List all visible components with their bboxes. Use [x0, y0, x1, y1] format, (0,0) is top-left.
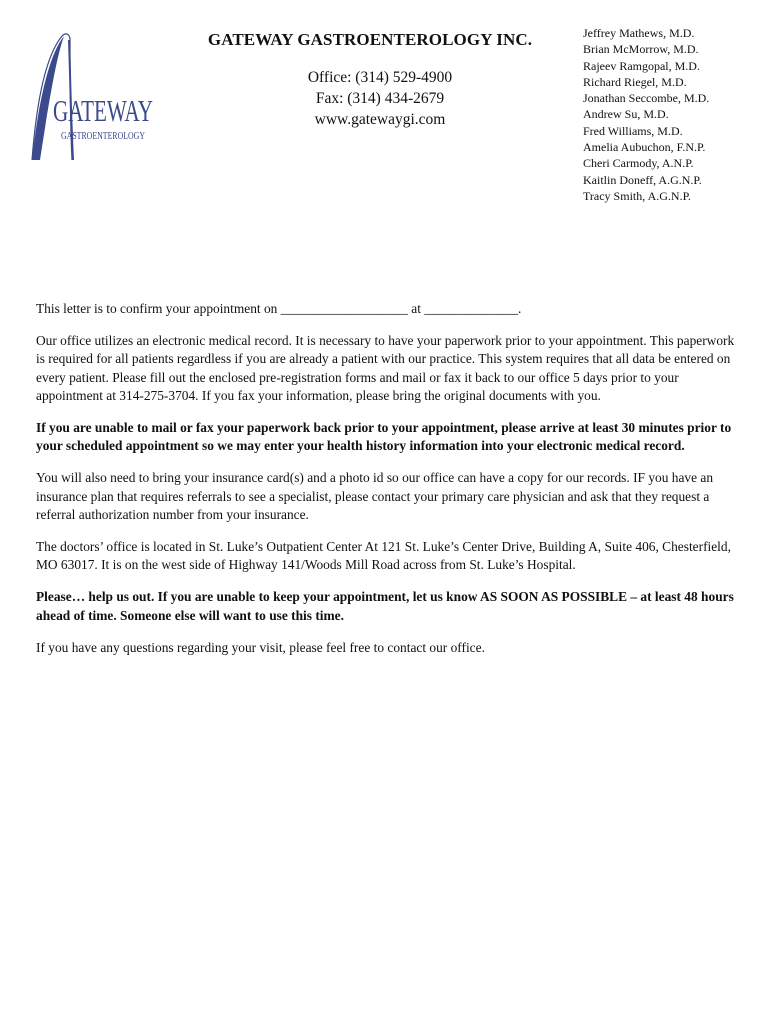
paragraph-cancellation: Please… help us out. If you are unable to keep your appointment, let us know AS SOON AS POSSIBLE – at least 48 hours ahead of time. Someone else will want to use this time.	[36, 589, 734, 623]
office-phone: Office: (314) 529-4900	[307, 69, 453, 86]
paragraph-contact: If you have any questions regarding your visit, please feel free to contact our office.	[36, 639, 485, 655]
physician-name: Rajeev Ramgopal, M.D.	[583, 58, 700, 73]
physician-name: Richard Riegel, M.D.	[583, 74, 687, 89]
physician-name: Jeffrey Mathews, M.D.	[583, 26, 695, 40]
physician-list	[583, 25, 763, 204]
letter-body	[36, 300, 736, 671]
paragraph-electronic-record: Our office utilizes an electronic medical record. It is necessary to have your paperwork prior to your appointment. This paperwork is required for all patients regardless if you are already a patient with our practice. This system requires that all data be entered on every patient. Please fill out the enclosed pre-registration forms and mail or fax it back to our office 5 days prior to your appointment at 314-275-3704. If you fax your information, please bring the original documents with you.	[36, 333, 735, 403]
physician-name: Tracy Smith, A.G.N.P.	[583, 188, 691, 203]
physician-name: Kaitlin Doneff, A.G.N.P.	[583, 172, 702, 187]
logo-word: GATEWAY	[53, 93, 153, 128]
physician-name: Fred Williams, M.D.	[583, 123, 683, 138]
physician-name: Amelia Aubuchon, F.N.P.	[583, 140, 706, 155]
physician-name: Brian McMorrow, M.D.	[583, 42, 699, 57]
physician-name: Jonathan Seccombe, M.D.	[583, 91, 710, 106]
physician-name: Andrew Su, M.D.	[583, 107, 669, 122]
paragraph-insurance: You will also need to bring your insurance card(s) and a photo id so our office can have a copy for our records. IF you have an insurance plan that requires referrals to see a specialist, please contact your primary care physician and ask that they request a referral authorization number from your insurance.	[36, 470, 714, 522]
website-link[interactable]: www.gatewaygi.com	[314, 111, 446, 128]
paragraph-location: The doctors’ office is located in St. Luke’s Outpatient Center At 121 St. Luke’s Center Drive, Building A, Suite 406, Chesterfield, MO 63017. It is on the west side of Highway 141/Woods Mill Road across from St. Luke’s Hospital.	[36, 539, 731, 573]
logo-subword: GASTROENTEROLOGY	[61, 131, 146, 142]
contact-block	[250, 67, 510, 130]
organization-title: GATEWAY GASTROENTEROLOGY INC.	[207, 30, 533, 49]
gateway-arch-icon	[26, 28, 166, 168]
physician-name: Cheri Carmody, A.N.P.	[583, 156, 694, 171]
gateway-logo	[26, 28, 166, 168]
appointment-confirmation-line: This letter is to confirm your appointment on ___________________ at ______________.	[36, 301, 522, 316]
paragraph-arrive-early: If you are unable to mail or fax your paperwork back prior to your appointment, please arrive at least 30 minutes prior to your scheduled appointment so we may enter your health history information into your electronic medical record.	[36, 420, 732, 454]
fax-number: Fax: (314) 434-2679	[315, 90, 445, 107]
